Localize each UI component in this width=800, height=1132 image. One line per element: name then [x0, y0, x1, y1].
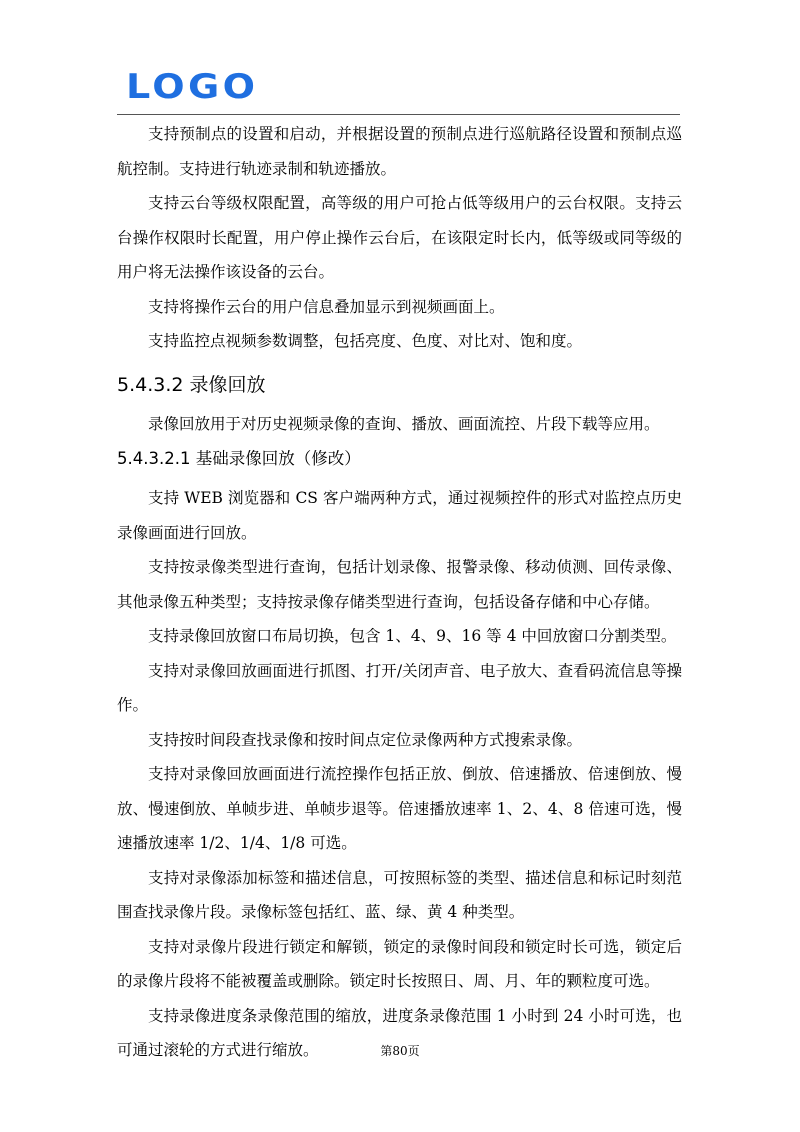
subsection-heading: 5.4.3.2.1 基础录像回放（修改）	[117, 449, 361, 468]
paragraph: 支持将操作云台的用户信息叠加显示到视频画面上。	[148, 297, 505, 316]
paragraph: 支持预制点的设置和启动，并根据设置的预制点进行巡航路径设置和预制点巡航控制。支持进行轨迹录制和轨迹播放。	[117, 125, 682, 178]
paragraph: 支持按录像类型进行查询，包括计划录像、报警录像、移动侦测、回传录像、其他录像五种类型；支持按录像存储类型进行查询，包括设备存储和中心存储。	[117, 558, 682, 611]
logo: LOGO	[126, 67, 259, 107]
paragraph: 支持监控点视频参数调整，包括亮度、色度、对比对、饱和度。	[148, 332, 583, 350]
paragraph: 支持按时间段查找录像和按时间点定位录像两种方式搜索录像。	[148, 730, 583, 749]
section-heading: 5.4.3.2 录像回放	[117, 373, 266, 396]
page-number: 第80页	[380, 1044, 420, 1058]
paragraph: 支持对录像添加标签和描述信息，可按照标签的类型、描述信息和标记时刻范围查找录像片段。录像标签包括红、蓝、绿、黄 4 种类型。	[117, 868, 682, 921]
header-divider	[117, 114, 680, 115]
paragraph: 支持录像进度条录像范围的缩放，进度条录像范围 1 小时到 24 小时可选，也可通过滚轮的方式进行缩放。	[117, 1006, 682, 1059]
paragraph: 录像回放用于对历史视频录像的查询、播放、画面流控、片段下载等应用。	[148, 414, 660, 433]
paragraph: 支持对录像片段进行锁定和解锁，锁定的录像时间段和锁定时长可选，锁定后的录像片段将不能被覆盖或删除。锁定时长按照日、周、月、年的颗粒度可选。	[117, 937, 682, 990]
paragraph: 支持对录像回放画面进行流控操作包括正放、倒放、倍速播放、倍速倒放、慢放、慢速倒放、单帧步进、单帧步退等。倍速播放速率 1、2、4、8 倍速可选，慢速播放速率 1/2、1/4、1/8 可选。	[117, 765, 682, 852]
paragraph: 支持录像回放窗口布局切换，包含 1、4、9、16 等 4 中回放窗口分割类型。	[148, 627, 677, 645]
paragraph: 支持对录像回放画面进行抓图、打开/关闭声音、电子放大、查看码流信息等操作。	[117, 661, 682, 714]
paragraph: 支持 WEB 浏览器和 CS 客户端两种方式，通过视频控件的形式对监控点历史录像画面进行回放。	[117, 489, 682, 542]
paragraph: 支持云台等级权限配置，高等级的用户可抢占低等级用户的云台权限。支持云台操作权限时长配置，用户停止操作云台后，在该限定时长内，低等级或同等级的用户将无法操作该设备的云台。	[117, 194, 682, 281]
document-body	[117, 117, 682, 1068]
